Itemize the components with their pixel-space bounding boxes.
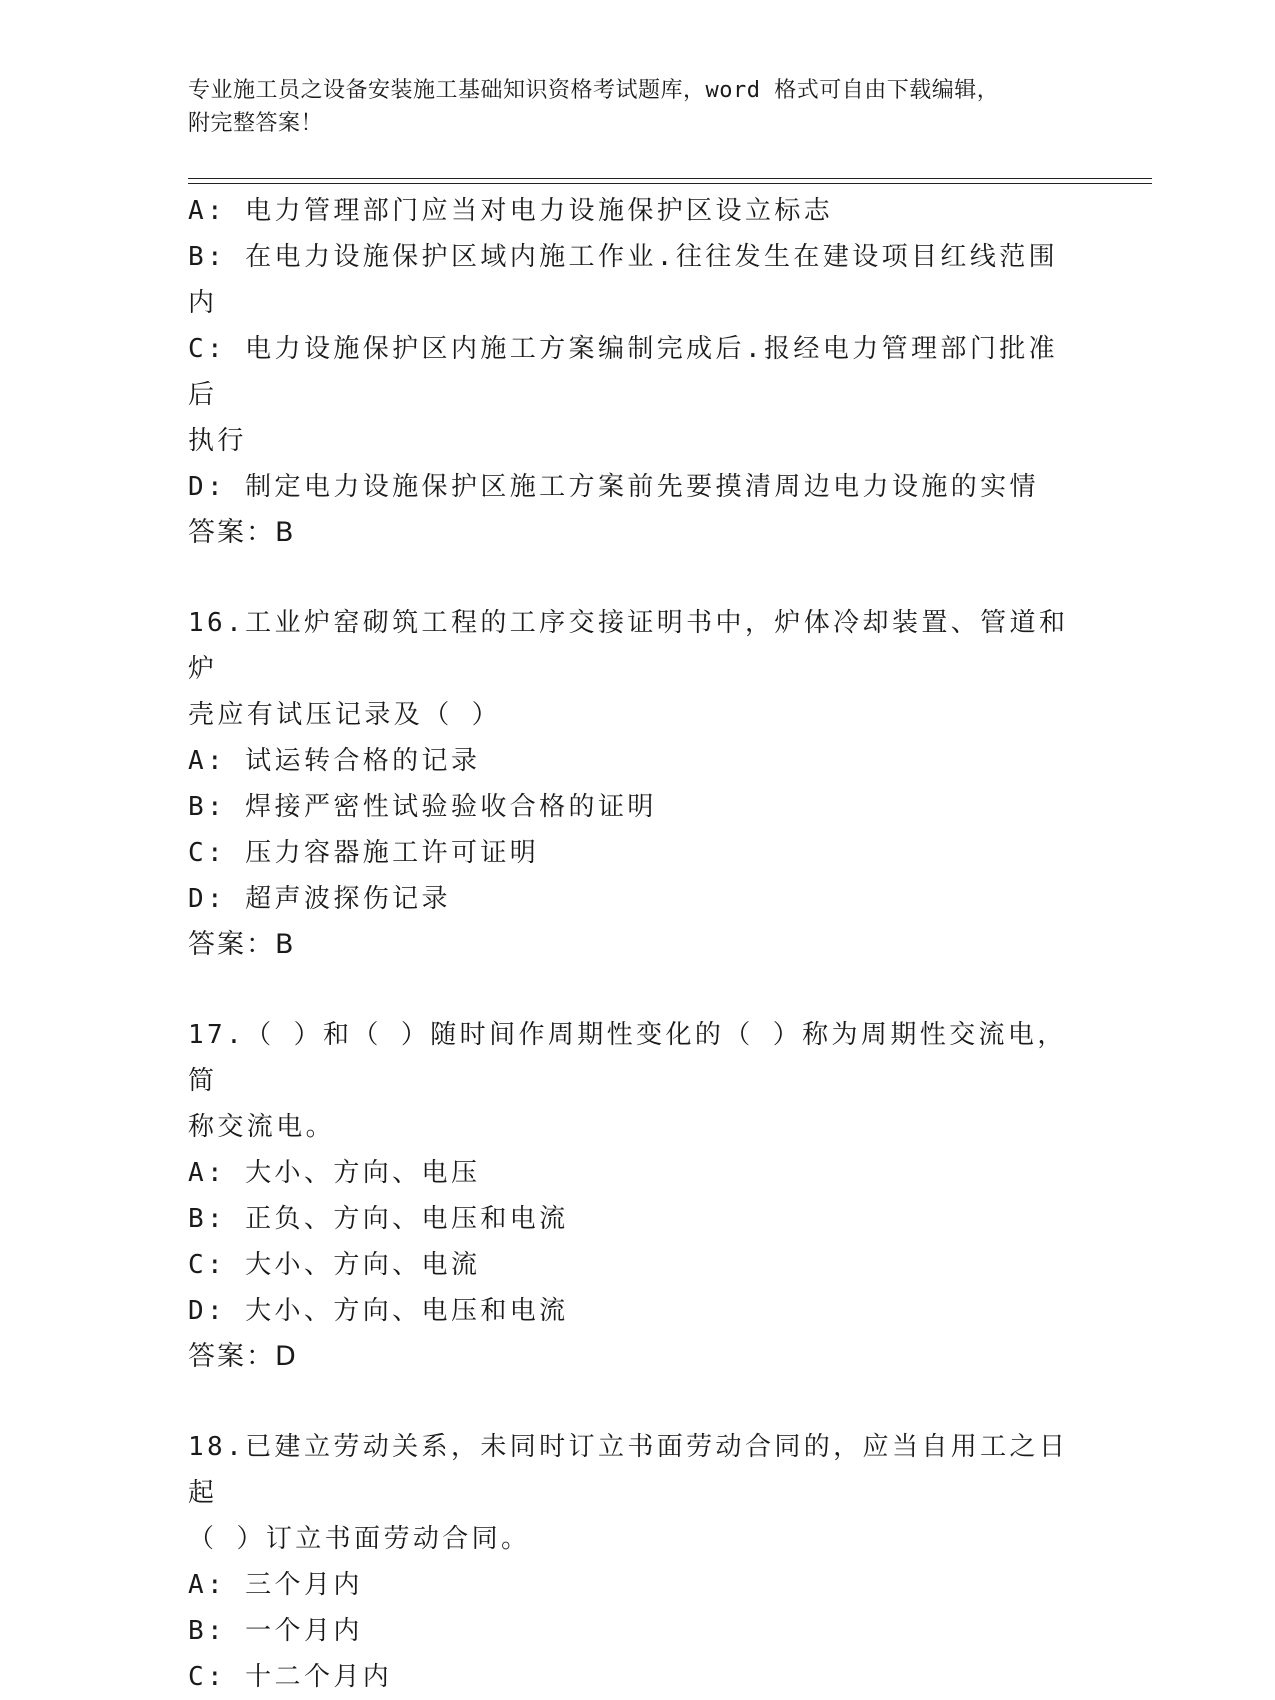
- option-line: 执行: [188, 426, 247, 456]
- question-text-line: 壳应有试压记录及（ ）: [188, 700, 502, 730]
- question-block: [188, 600, 1078, 968]
- option-line: C: 大小、方向、电流: [188, 1250, 481, 1280]
- option-line: D: 制定电力设施保护区施工方案前先要摸清周边电力设施的实情: [188, 472, 1039, 502]
- option-line: A: 大小、方向、电压: [188, 1158, 481, 1188]
- question-text-line: （ ）订立书面劳动合同。: [188, 1524, 531, 1554]
- question-block: [188, 188, 1078, 556]
- question-text-line: 16.工业炉窑砌筑工程的工序交接证明书中，炉体冷却装置、管道和炉: [188, 608, 1069, 684]
- option-line: D: 大小、方向、电压和电流: [188, 1296, 569, 1326]
- option-line: C: 压力容器施工许可证明: [188, 838, 540, 868]
- option-line: B: 在电力设施保护区域内施工作业.往往发生在建设项目红线范围内: [188, 242, 1059, 318]
- option-line: B: 正负、方向、电压和电流: [188, 1204, 569, 1234]
- option-line: A: 电力管理部门应当对电力设施保护区设立标志: [188, 196, 834, 226]
- block-spacer: [188, 556, 1078, 600]
- option-line: B: 一个月内: [188, 1616, 363, 1646]
- option-line: A: 试运转合格的记录: [188, 746, 481, 776]
- header-line-1: 专业施工员之设备安装施工基础知识资格考试题库，word 格式可自由下载编辑，: [188, 78, 1000, 103]
- option-line: D: 超声波探伤记录: [188, 884, 451, 914]
- header-divider-top: [188, 178, 1152, 179]
- question-block: [188, 1012, 1078, 1380]
- option-line: A: 三个月内: [188, 1570, 363, 1600]
- question-block: [188, 1424, 1078, 1700]
- question-list: [188, 188, 1078, 1700]
- block-spacer: [188, 1380, 1078, 1424]
- document-header: [188, 74, 1088, 140]
- header-line-2: 附完整答案！: [188, 111, 324, 136]
- block-spacer: [188, 968, 1078, 1012]
- option-line: C: 十二个月内: [188, 1662, 393, 1692]
- option-line: B: 焊接严密性试验验收合格的证明: [188, 792, 657, 822]
- answer-line: 答案：D: [188, 1341, 298, 1372]
- header-divider-bottom: [188, 183, 1152, 184]
- question-text-line: 17.（ ）和（ ）随时间作周期性变化的（ ）称为周期性交流电，简: [188, 1020, 1067, 1096]
- question-text-line: 称交流电。: [188, 1112, 336, 1142]
- answer-line: 答案：B: [188, 517, 296, 548]
- answer-line: 答案：B: [188, 929, 296, 960]
- option-line: C: 电力设施保护区内施工方案编制完成后.报经电力管理部门批准后: [188, 334, 1059, 410]
- question-text-line: 18.已建立劳动关系，未同时订立书面劳动合同的，应当自用工之日起: [188, 1432, 1069, 1508]
